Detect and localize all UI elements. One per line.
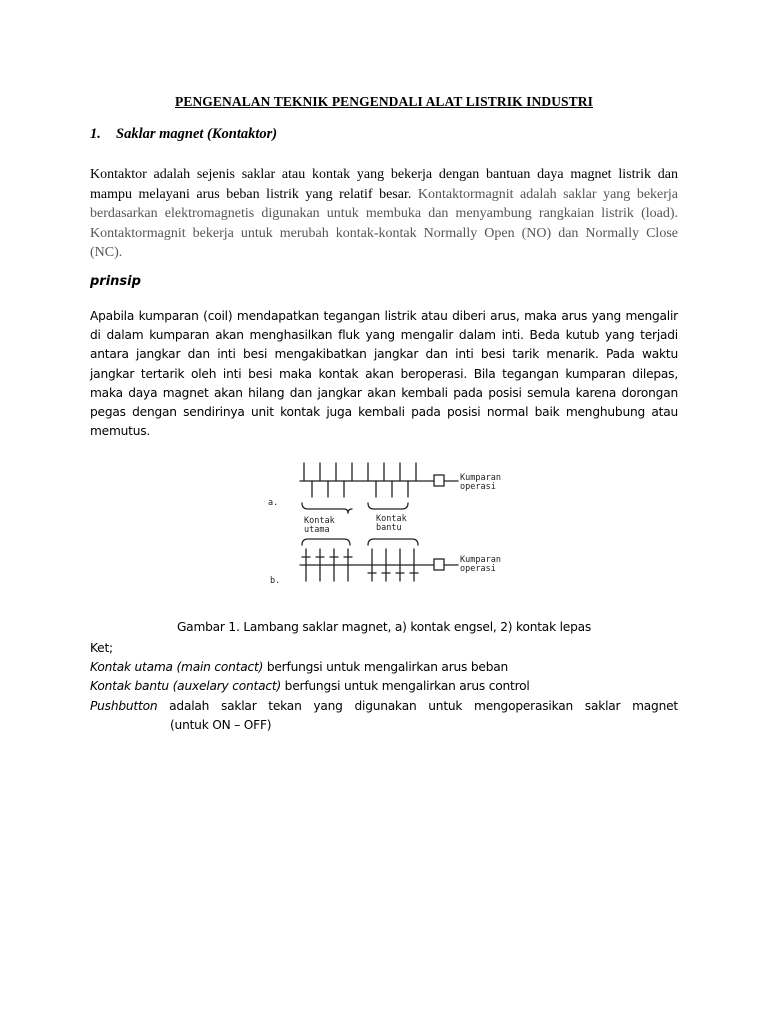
ket-section: [90, 639, 678, 735]
ket-item3-desc: adalah saklar tekan yang digunakan untuk mengoperasikan saklar magnet: [157, 698, 678, 713]
figure-label-b: b.: [270, 576, 281, 586]
ket-item1-term: Kontak utama (main contact): [90, 660, 264, 675]
figure-kontak-bantu-1: Kontak: [376, 514, 407, 524]
figure-kumparan-a: Kumparan: [460, 473, 501, 483]
figure-kumparan-b: Kumparan: [460, 555, 501, 565]
figure-operasi-a: operasi: [460, 482, 496, 492]
ket-item-main-contact: [90, 658, 678, 677]
figure-kontak-utama-2: utama: [304, 525, 330, 535]
prinsip-paragraph: Apabila kumparan (coil) mendapatkan tegangan listrik atau diberi arus, maka arus yang mengalir di dalam kumparan akan menghasilkan fluk yang mengalir dalam inti. Beda kutub yang terjadi antara jangkar dan inti besi mengakibatkan jangkar dan inti besi tarik menarik. Pada waktu jangkar tertarik oleh inti besi maka kontak akan beroperasi. Bila tegangan kumparan dilepas, maka daya magnet akan hilang dan jangkar akan kembali pada posisi semula karena dorongan pegas dengan sendirinya unit kontak juga kembali pada posisi normal baik menghubung atau memutus.: [90, 309, 678, 439]
intro-paragraph-part1: Kontaktor adalah sejenis saklar atau kontak yang bekerja dengan bantuan daya magnet listrik dan mampu melayani arus beban listrik yang relatif besar.: [90, 167, 678, 202]
figure-operasi-b: operasi: [460, 564, 496, 574]
ket-item-aux-contact: [90, 677, 678, 696]
figure-kontak-utama-1: Kontak: [304, 516, 335, 526]
ket-item1-desc: berfungsi untuk mengalirkan arus beban: [263, 660, 509, 675]
figure-label-a: a.: [268, 498, 279, 508]
prinsip-heading: prinsip: [90, 274, 141, 289]
figure-caption: Gambar 1. Lambang saklar magnet, a) kontak engsel, 2) kontak lepas: [176, 620, 592, 634]
ket-item-pushbutton: [90, 697, 678, 716]
figure-kontak-bantu-2: bantu: [376, 523, 402, 533]
section-heading: [90, 126, 277, 143]
section-number: 1.: [90, 126, 101, 142]
intro-paragraph: [90, 165, 678, 263]
contactor-symbol-figure: [262, 453, 512, 603]
ket-item2-term: Kontak bantu (auxelary contact): [90, 679, 281, 694]
ket-item3-continuation: (untuk ON – OFF): [170, 717, 272, 732]
ket-item2-desc: berfungsi untuk mengalirkan arus control: [281, 679, 530, 694]
section-heading-text: Saklar magnet (Kontaktor): [116, 126, 278, 142]
document-title: PENGENALAN TEKNIK PENGENDALI ALAT LISTRIK INDUSTRI: [175, 94, 593, 109]
ket-label: Ket;: [90, 641, 113, 655]
ket-item3-term: Pushbutton: [90, 698, 158, 713]
intro-paragraph-part2: Kontaktormagnit adalah saklar yang bekerja berdasarkan elektromagnetis digunakan untuk membuka dan menyambung rangkaian listrik (load). Kontaktormagnit bekerja untuk merubah kontak-kontak Normally Open (NO) dan Normally Close (NC).: [90, 186, 679, 261]
